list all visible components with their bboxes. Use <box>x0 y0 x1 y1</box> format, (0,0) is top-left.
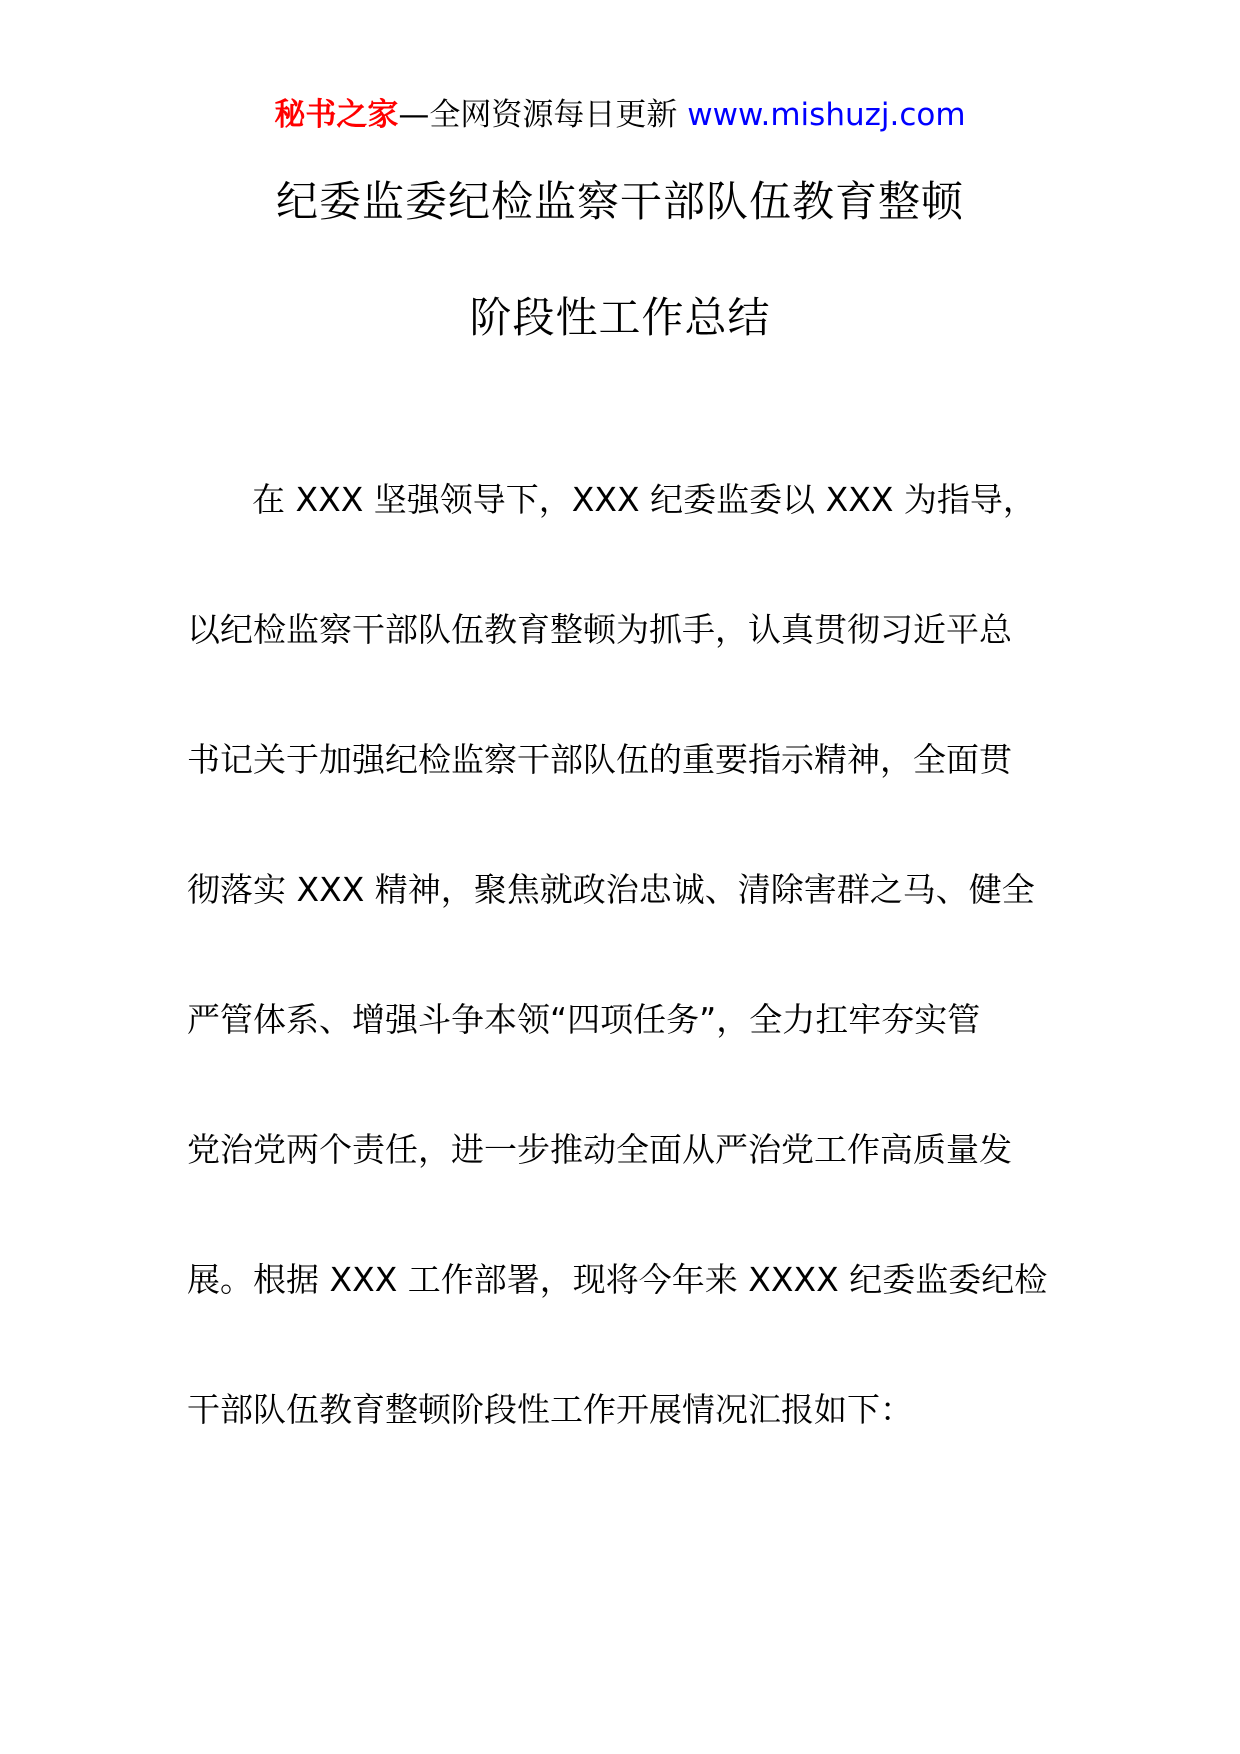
watermark-header <box>0 90 1240 140</box>
document-title-line-1: 纪委监委纪检监察干部队伍教育整顿 <box>275 177 964 226</box>
body-text-line: 书记关于加强纪检监察干部队伍的重要指示精神，全面贯 <box>187 740 1012 779</box>
body-text-line: 干部队伍教育整顿阶段性工作开展情况汇报如下： <box>187 1390 913 1429</box>
body-text-line: 在 XXX 坚强领导下，XXX 纪委监委以 XXX 为指导， <box>252 480 1036 519</box>
body-text-line: 党治党两个责任，进一步推动全面从严治党工作高质量发 <box>187 1130 1012 1169</box>
site-url-link[interactable]: www.mishuzj.com <box>687 97 966 133</box>
body-text-line: 展。根据 XXX 工作部署，现将今年来 XXXX 纪委监委纪检 <box>187 1260 1048 1299</box>
body-text-line: 彻落实 XXX 精神，聚焦就政治忠诚、清除害群之马、健全 <box>187 870 1035 909</box>
header-tagline: —全网资源每日更新 <box>398 97 678 133</box>
brand-name: 秘书之家 <box>274 97 399 133</box>
document-title-line-2: 阶段性工作总结 <box>469 293 771 342</box>
body-text-line: 以纪检监察干部队伍教育整顿为抓手，认真贯彻习近平总 <box>187 610 1012 649</box>
body-text-line: 严管体系、增强斗争本领“四项任务”，全力扛牢夯实管 <box>187 1000 981 1039</box>
